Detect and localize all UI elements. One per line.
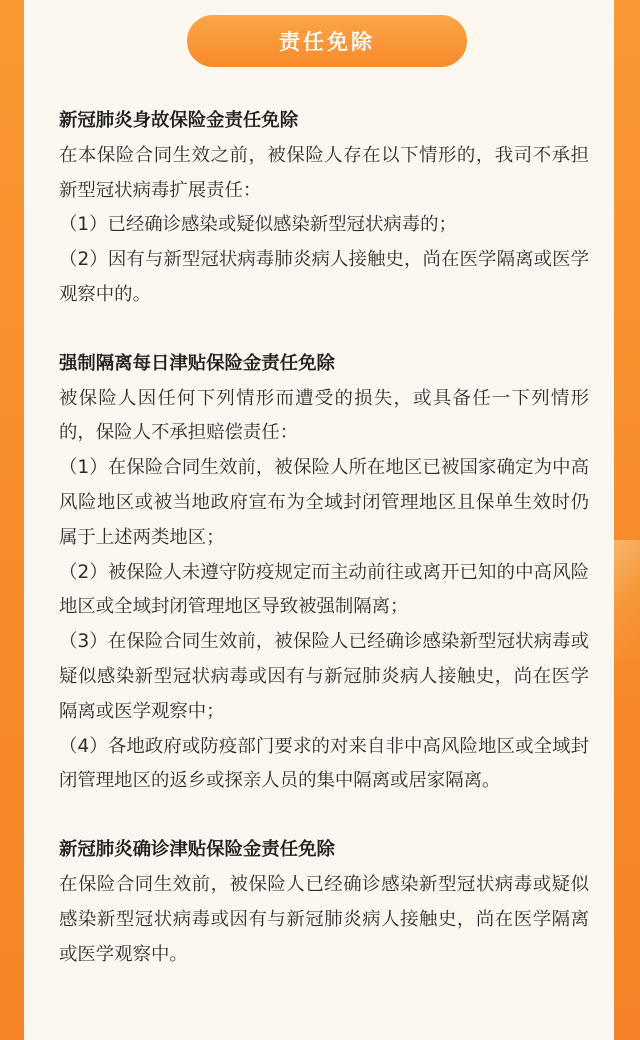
section-quarantine-allowance-exclusions	[59, 347, 589, 799]
section-title: 强制隔离每日津贴保险金责任免除	[59, 352, 335, 374]
content-card	[24, 0, 614, 1040]
section-paragraph: （1）在保险合同生效前，被保险人所在地区已被国家确定为中高风险地区或被当地政府宣布为全域封闭管理地区且保单生效时仍属于上述两类地区；	[59, 457, 589, 548]
left-orange-border	[0, 0, 24, 1040]
decorative-accent	[614, 540, 640, 660]
section-paragraph: 在保险合同生效前，被保险人已经确诊感染新型冠状病毒或疑似感染新型冠状病毒或因有与新冠肺炎病人接触史，尚在医学隔离或医学观察中。	[59, 873, 589, 965]
section-paragraph: 被保险人因任何下列情形而遭受的损失，或具备任一下列情形的，保险人不承担赔偿责任：	[59, 387, 589, 444]
section-paragraph: 在本保险合同生效之前，被保险人存在以下情形的，我司不承担新型冠状病毒扩展责任：	[59, 144, 589, 201]
section-title: 新冠肺炎身故保险金责任免除	[59, 110, 299, 131]
section-paragraph: （1）已经确诊感染或疑似感染新型冠状病毒的；	[59, 214, 457, 236]
section-paragraph: （2）被保险人未遵守防疫规定而主动前往或离开已知的中高风险地区或全域封闭管理地区导致被强制隔离；	[59, 561, 589, 618]
section-paragraph: （3）在保险合同生效前，被保险人已经确诊感染新型冠状病毒或疑似感染新型冠状病毒或因有与新冠肺炎病人接触史，尚在医学隔离或医学观察中；	[59, 631, 589, 722]
right-orange-border	[614, 0, 640, 1040]
section-title: 新冠肺炎确诊津贴保险金责任免除	[59, 839, 335, 861]
page-title-badge	[187, 15, 467, 67]
section-diagnosis-allowance-exclusions	[59, 833, 589, 972]
section-paragraph: （2）因有与新型冠状病毒肺炎病人接触史，尚在医学隔离或医学观察中的。	[59, 249, 589, 305]
page-title: 责任免除	[279, 30, 375, 54]
exclusions-content	[59, 104, 589, 972]
section-paragraph: （4）各地政府或防疫部门要求的对来自非中高风险地区或全域封闭管理地区的返乡或探亲人员的集中隔离或居家隔离。	[59, 735, 589, 792]
section-death-benefit-exclusions	[59, 104, 589, 313]
